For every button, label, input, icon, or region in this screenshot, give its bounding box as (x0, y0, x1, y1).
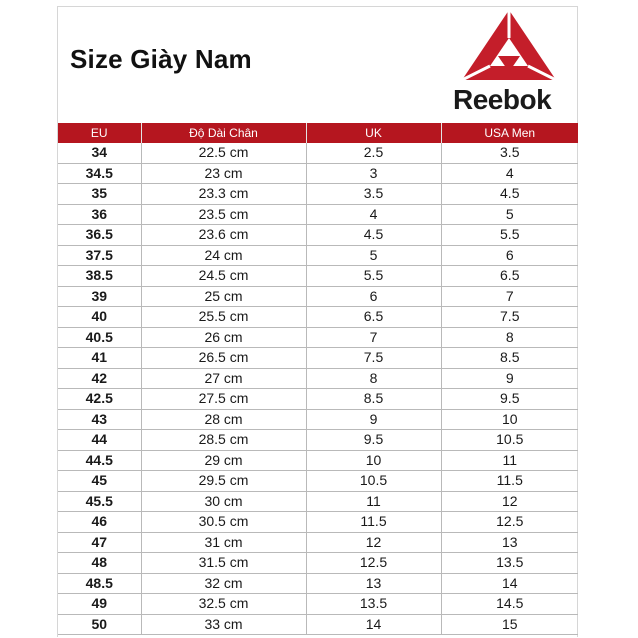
cell-uk: 5 (306, 245, 441, 266)
cell-eu: 37.5 (58, 245, 141, 266)
cell-usa-men: 8 (441, 327, 578, 348)
cell-uk: 9 (306, 409, 441, 430)
cell-eu: 46 (58, 512, 141, 533)
cell-usa-men: 6 (441, 245, 578, 266)
delta-logo-svg (448, 8, 570, 88)
cell-eu: 45.5 (58, 491, 141, 512)
cell-uk: 8.5 (306, 389, 441, 410)
cell-foot-length: 24 cm (141, 245, 306, 266)
cell-usa-men: 10 (441, 409, 578, 430)
cell-foot-length: 27 cm (141, 368, 306, 389)
table-row (58, 553, 578, 574)
cell-usa-men: 13.5 (441, 553, 578, 574)
cell-eu: 48 (58, 553, 141, 574)
table-row (58, 512, 578, 533)
cell-eu: 38.5 (58, 266, 141, 287)
cell-eu: 42 (58, 368, 141, 389)
header-usa-men: USA Men (441, 123, 578, 143)
cell-uk: 12.5 (306, 553, 441, 574)
cell-foot-length: 23.3 cm (141, 184, 306, 205)
cell-foot-length: 30.5 cm (141, 512, 306, 533)
cell-uk: 12 (306, 532, 441, 553)
cell-uk: 13.5 (306, 594, 441, 615)
cell-foot-length: 23.6 cm (141, 225, 306, 246)
table-row (58, 286, 578, 307)
cell-uk: 3.5 (306, 184, 441, 205)
cell-usa-men: 15 (441, 614, 578, 635)
cell-foot-length: 33 cm (141, 614, 306, 635)
page-title: Size Giày Nam (70, 44, 252, 74)
cell-usa-men: 4.5 (441, 184, 578, 205)
cell-uk: 6 (306, 286, 441, 307)
cell-uk: 4.5 (306, 225, 441, 246)
size-table (58, 123, 578, 635)
cell-uk: 4 (306, 204, 441, 225)
cell-usa-men: 7.5 (441, 307, 578, 328)
cell-usa-men: 3.5 (441, 143, 578, 163)
table-row (58, 327, 578, 348)
cell-usa-men: 11 (441, 450, 578, 471)
cell-uk: 2.5 (306, 143, 441, 163)
cell-eu: 35 (58, 184, 141, 205)
table-row (58, 491, 578, 512)
cell-eu: 42.5 (58, 389, 141, 410)
cell-usa-men: 9.5 (441, 389, 578, 410)
cell-foot-length: 25 cm (141, 286, 306, 307)
cell-usa-men: 10.5 (441, 430, 578, 451)
table-row (58, 471, 578, 492)
cell-eu: 45 (58, 471, 141, 492)
cell-foot-length: 29 cm (141, 450, 306, 471)
header-foot-length: Độ Dài Chân (141, 123, 306, 143)
cell-uk: 13 (306, 573, 441, 594)
cell-usa-men: 6.5 (441, 266, 578, 287)
cell-foot-length: 23.5 cm (141, 204, 306, 225)
cell-foot-length: 28 cm (141, 409, 306, 430)
cell-eu: 47 (58, 532, 141, 553)
table-row (58, 409, 578, 430)
cell-eu: 48.5 (58, 573, 141, 594)
cell-eu: 39 (58, 286, 141, 307)
cell-uk: 5.5 (306, 266, 441, 287)
cell-uk: 7 (306, 327, 441, 348)
cell-eu: 50 (58, 614, 141, 635)
cell-usa-men: 14.5 (441, 594, 578, 615)
cell-uk: 8 (306, 368, 441, 389)
cell-eu: 40.5 (58, 327, 141, 348)
cell-eu: 49 (58, 594, 141, 615)
cell-foot-length: 26 cm (141, 327, 306, 348)
table-row (58, 614, 578, 635)
cell-usa-men: 7 (441, 286, 578, 307)
cell-uk: 7.5 (306, 348, 441, 369)
cell-usa-men: 14 (441, 573, 578, 594)
cell-foot-length: 32 cm (141, 573, 306, 594)
cell-eu: 44 (58, 430, 141, 451)
table-row (58, 450, 578, 471)
table-row (58, 204, 578, 225)
table-row (58, 594, 578, 615)
cell-usa-men: 12 (441, 491, 578, 512)
cell-uk: 9.5 (306, 430, 441, 451)
cell-foot-length: 24.5 cm (141, 266, 306, 287)
cell-uk: 10 (306, 450, 441, 471)
brand-wordmark: Reebok (453, 84, 552, 115)
table-row (58, 163, 578, 184)
table-row (58, 266, 578, 287)
table-row (58, 245, 578, 266)
cell-usa-men: 5.5 (441, 225, 578, 246)
cell-usa-men: 12.5 (441, 512, 578, 533)
table-header-row (58, 123, 578, 143)
cell-foot-length: 31 cm (141, 532, 306, 553)
table-row (58, 532, 578, 553)
cell-usa-men: 8.5 (441, 348, 578, 369)
cell-foot-length: 32.5 cm (141, 594, 306, 615)
cell-foot-length: 26.5 cm (141, 348, 306, 369)
cell-eu: 34 (58, 143, 141, 163)
cell-usa-men: 5 (441, 204, 578, 225)
cell-usa-men: 11.5 (441, 471, 578, 492)
table-row (58, 307, 578, 328)
cell-foot-length: 30 cm (141, 491, 306, 512)
header-eu: EU (58, 123, 141, 143)
cell-uk: 10.5 (306, 471, 441, 492)
cell-usa-men: 4 (441, 163, 578, 184)
cell-eu: 34.5 (58, 163, 141, 184)
cell-eu: 40 (58, 307, 141, 328)
cell-uk: 3 (306, 163, 441, 184)
table-row (58, 348, 578, 369)
cell-usa-men: 13 (441, 532, 578, 553)
table-body (58, 143, 578, 635)
header-uk: UK (306, 123, 441, 143)
cell-foot-length: 29.5 cm (141, 471, 306, 492)
cell-foot-length: 22.5 cm (141, 143, 306, 163)
cell-foot-length: 28.5 cm (141, 430, 306, 451)
table-row (58, 430, 578, 451)
cell-eu: 36.5 (58, 225, 141, 246)
cell-usa-men: 9 (441, 368, 578, 389)
cell-uk: 11.5 (306, 512, 441, 533)
cell-uk: 6.5 (306, 307, 441, 328)
cell-eu: 36 (58, 204, 141, 225)
table-row (58, 143, 578, 163)
cell-uk: 11 (306, 491, 441, 512)
cell-foot-length: 23 cm (141, 163, 306, 184)
cell-uk: 14 (306, 614, 441, 635)
cell-foot-length: 25.5 cm (141, 307, 306, 328)
table-row (58, 368, 578, 389)
cell-eu: 41 (58, 348, 141, 369)
table-row (58, 573, 578, 594)
cell-eu: 43 (58, 409, 141, 430)
cell-foot-length: 31.5 cm (141, 553, 306, 574)
table-row (58, 184, 578, 205)
cell-foot-length: 27.5 cm (141, 389, 306, 410)
cell-eu: 44.5 (58, 450, 141, 471)
table-row (58, 389, 578, 410)
table-row (58, 225, 578, 246)
